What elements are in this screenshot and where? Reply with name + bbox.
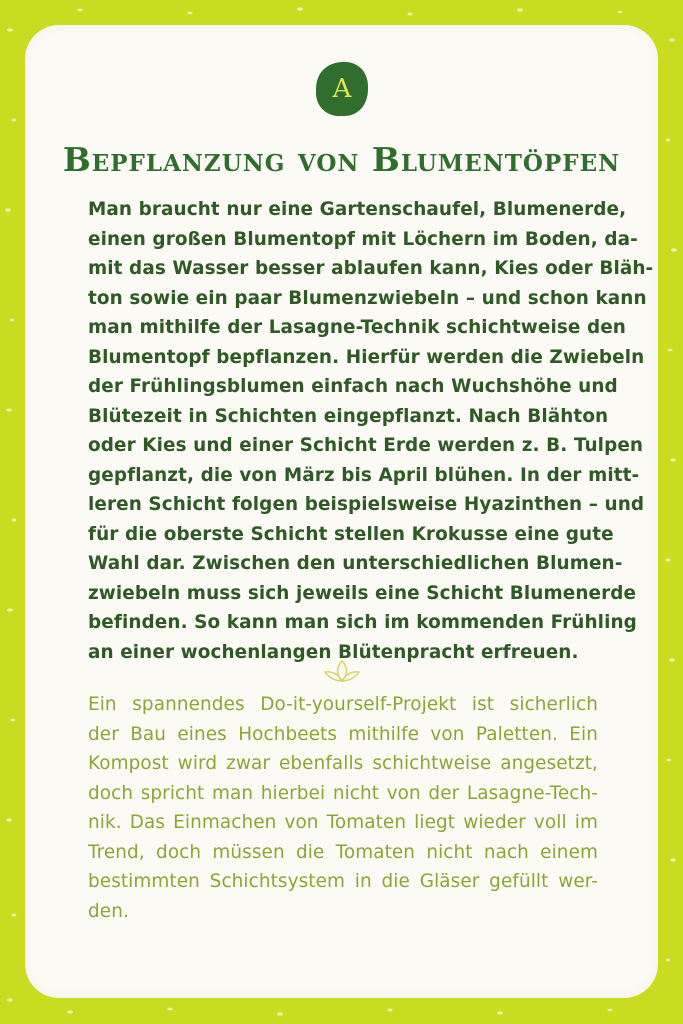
text-line: mit das Wasser besser ablaufen kann, Kies oder Bläh- xyxy=(88,258,654,279)
text-line: Kompost wird zwar ebenfalls schichtweise angesetzt, xyxy=(88,753,598,774)
text-line: zwiebeln muss sich jeweils eine Schicht Blumenerde xyxy=(88,582,637,604)
text-line: bestimmten Schichtsystem in die Gläser gefüllt wer- xyxy=(88,871,598,892)
text-line: befinden. So kann man sich im kommenden Frühling xyxy=(88,612,637,633)
text-line: den. xyxy=(88,900,129,922)
leaf-divider-icon xyxy=(322,659,362,685)
text-line: nik. Das Einmachen von Tomaten liegt wieder voll im xyxy=(88,812,598,833)
text-line: Wahl dar. Zwischen den unterschiedlichen Blumen- xyxy=(88,553,623,574)
text-line: Man braucht nur eine Gartenschaufel, Blumenerde, xyxy=(88,199,627,220)
text-line: Ein spannendes Do-it-yourself-Projekt ist sicherlich xyxy=(88,694,598,715)
secondary-paragraph xyxy=(88,690,598,926)
text-line: an einer wochenlangen Blütenpracht erfreuen. xyxy=(88,641,579,663)
text-line: der Bau eines Hochbeets mithilfe von Paletten. Ein xyxy=(88,723,598,745)
text-line: leren Schicht folgen beispielsweise Hyazinthen – und xyxy=(88,494,645,515)
text-line: oder Kies und einer Schicht Erde werden z. B. Tulpen xyxy=(88,435,644,456)
text-line: der Frühlingsblumen einfach nach Wuchshöhe und xyxy=(88,376,618,397)
text-line: Blütezeit in Schichten eingepflanzt. Nach Blähton xyxy=(88,405,609,427)
text-line: gepflanzt, die von März bis April blühen. In der mitt- xyxy=(88,464,640,486)
text-line: Trend, doch müssen die Tomaten nicht nach einem xyxy=(88,841,598,863)
text-line: einen großen Blumentopf mit Löchern im Boden, da- xyxy=(88,228,638,250)
badge-letter: A xyxy=(332,74,352,104)
text-line: man mithilfe der Lasagne-Technik schichtweise den xyxy=(88,317,627,338)
main-paragraph xyxy=(88,195,654,667)
section-badge xyxy=(314,60,370,118)
text-line: ton sowie ein paar Blumenzwiebeln – und schon kann xyxy=(88,287,647,309)
text-line: für die oberste Schicht stellen Krokusse eine gute xyxy=(88,523,614,545)
text-line: Blumentopf bepflanzen. Hierfür werden die Zwiebeln xyxy=(88,346,645,368)
text-line: doch spricht man hierbei nicht von der Lasagne-Tech- xyxy=(88,782,598,804)
card-title: Bepflanzung von Blumentöpfen xyxy=(62,140,621,179)
